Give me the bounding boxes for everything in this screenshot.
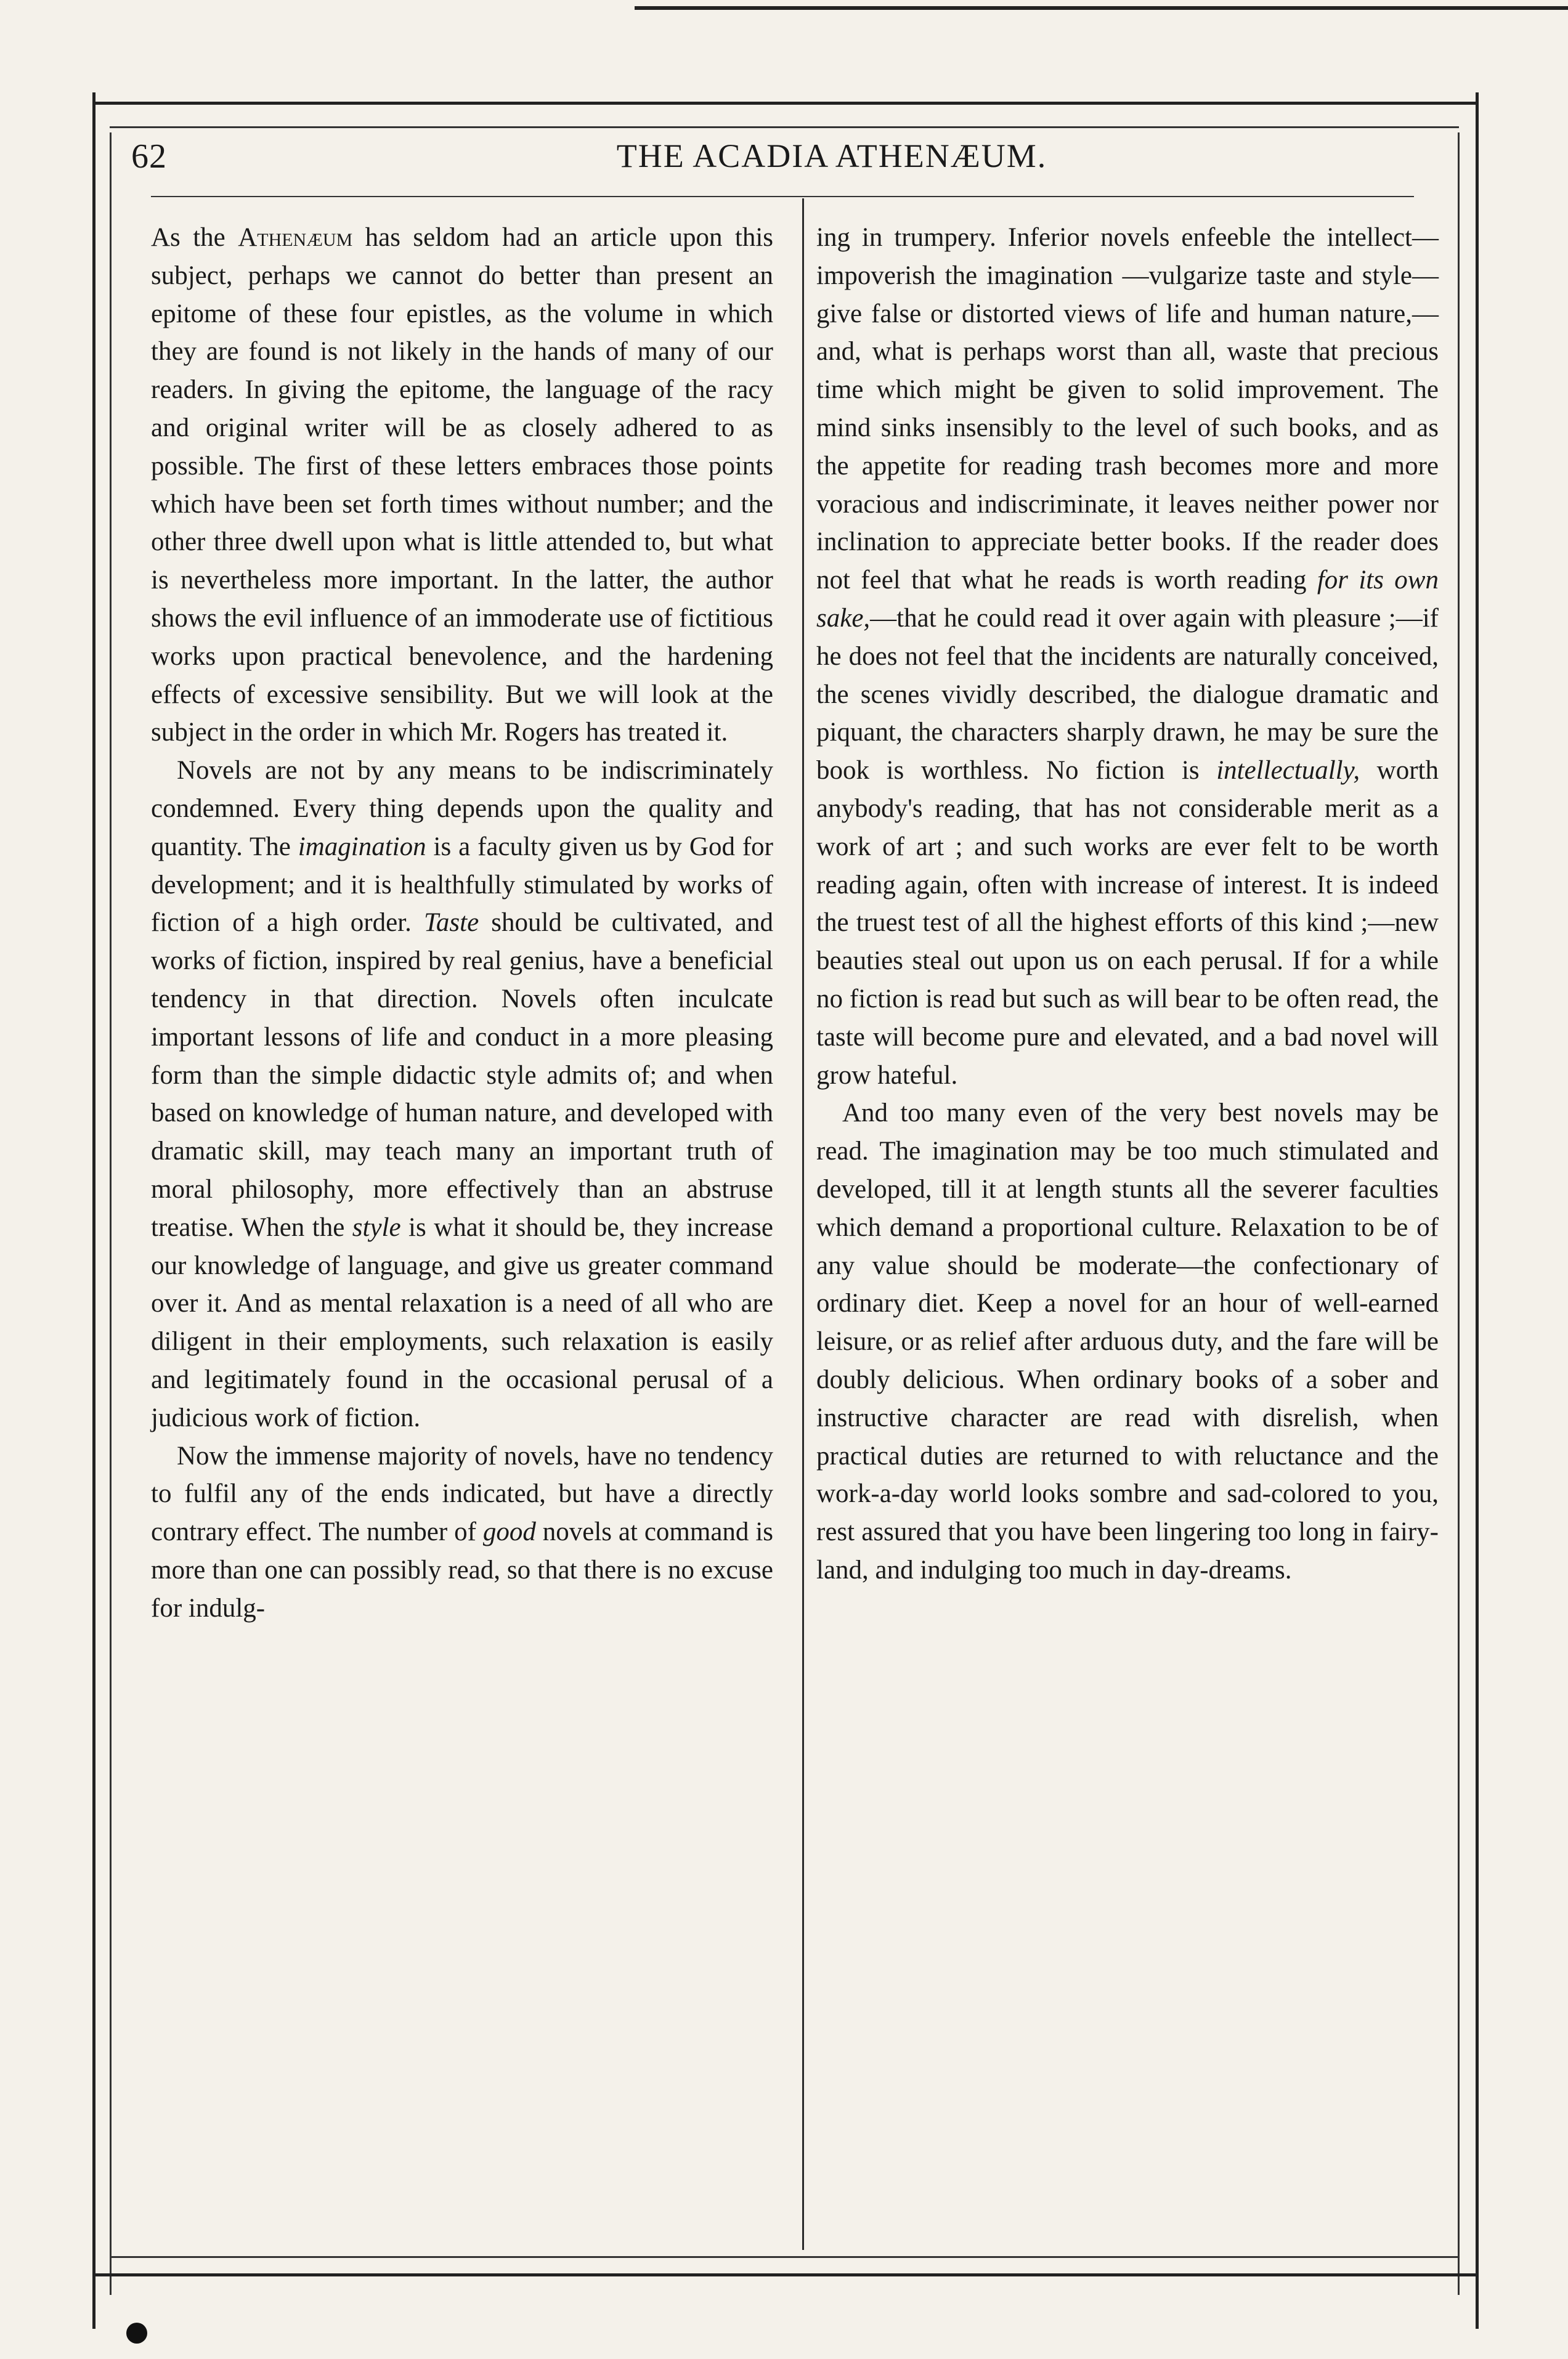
frame-bottom-inner-rule	[110, 2256, 1459, 2258]
text-run: And too many even of the very best novels may be read. The imagination may be too much stimulated and developed, till it at length stunts all the severer faculties which demand a proportional culture. Relaxation to be of any value should be moderate—the confectionary of ordinary diet. Keep a novel for an hour of well-earned leisure, or as relief after arduous duty, and the fare will be doubly delicious. When ordinary books of a sober and instructive character are read with disrelish, when practical duties are returned to with reluctance and the work-a-day world looks sombre and sad-colored to you, rest assured that you have been lingering too long in fairy-land, and indulging too much in day-dreams.	[816, 1098, 1439, 1585]
right-column	[816, 219, 1439, 1590]
text-run: worth anybody's reading, that has not considerable merit as a work of art ; and such works are ever felt to be worth reading again, often with increase of interest. It is indeed the truest test of all the highest efforts of this kind ;—new beauties steal out upon us on each perusal. If for a while no fiction is read but such as will bear to be often read, the taste will become pure and elevated, and a bad novel will grow hateful.	[816, 756, 1439, 1090]
emphasis-good: good	[482, 1517, 536, 1547]
emphasis-for-its-own-sake: for its own sake,	[816, 566, 1439, 633]
paragraph-5	[816, 1094, 1439, 1589]
paragraph-2	[151, 752, 773, 1437]
top-edge-rule	[635, 6, 1568, 10]
text-run: As the	[151, 223, 238, 252]
paragraph-1	[151, 219, 773, 752]
header-rule	[151, 196, 1414, 197]
ink-blot-mark	[126, 2323, 147, 2344]
journal-name: Athenæum	[238, 223, 353, 252]
emphasis-intellectually: intellectually,	[1216, 756, 1360, 786]
text-run: is what it should be, they increase our knowledge of language, and give us greater command over it. And as mental relaxation is a need of all who are diligent in their employments, such relaxation is easily and legitimately found in the occasional perusal of a judicious work of fiction.	[151, 1212, 773, 1432]
frame-top-inner-rule	[110, 126, 1459, 128]
emphasis-style: style	[352, 1212, 401, 1242]
column-divider	[802, 198, 804, 2250]
text-run: has seldom had an article upon this subject, perhaps we cannot do better than present an epitome of these four epistles, as the volume in which they are found is not likely in the hands of many of our readers. In giving the epitome, the language of the racy and original writer will be as closely adhered to as possible. The first of these letters embraces those points which have been set forth times without number; and the other three dwell upon what is little attended to, but what is nevertheless more important. In the latter, the author shows the evil influence of an immoderate use of fictitious works upon practical benevolence, and the hardening effects of excessive sensibility. But we will look at the subject in the order in which Mr. Rogers has treated it.	[151, 223, 773, 747]
running-title: THE ACADIA ATHENÆUM.	[616, 137, 1047, 174]
emphasis-imagination: imagination	[298, 832, 426, 861]
left-column	[151, 219, 773, 1627]
text-run: is a faculty given us by God for development; and it is healthfully stimulated by works of fiction of a high order.	[151, 832, 773, 938]
text-run: ing in trumpery. Inferior novels enfeeble the intellect—impoverish the imagination —vulgarize taste and style—give false or distorted views of life and human nature,— and, what is perhaps worst than all, waste that precious time which might be given to solid improvement. The mind sinks insensibly to the level of such books, and as the appetite for reading trash becomes more and more voracious and indiscriminate, it leaves neither power nor inclination to appreciate better books. If the reader does not feel that what he reads is worth reading	[816, 223, 1439, 595]
text-run: —that he could read it over again with pleasure ;—if he does not feel that the incidents are naturally conceived, the scenes vividly described, the dialogue dramatic and piquant, the characters sharply drawn, he may be sure the book is worthless. No fiction is	[816, 603, 1439, 786]
text-run: novels at command is more than one can possibly read, so that there is no excuse for indulg-	[151, 1517, 773, 1623]
frame-top-rule	[92, 102, 1476, 105]
page-number: 62	[131, 137, 167, 176]
text-run: Novels are not by any means to be indiscriminately condemned. Every thing depends upon the quality and quantity. The	[151, 756, 773, 861]
text-run: Now the immense majority of novels, have no tendency to fulfil any of the ends indicated, but have a directly contrary effect. The number of	[151, 1441, 773, 1547]
emphasis-taste: Taste	[423, 908, 479, 938]
paragraph-3	[151, 1437, 773, 1628]
text-run: should be cultivated, and works of fiction, inspired by real genius, have a beneficial tendency in that direction. Novels often inculcate important lessons of life and conduct in a more pleasing form than the simple didactic style admits of; and when based on knowledge of human nature, and developed with dramatic skill, may teach many an important truth of moral philosophy, more effectively than an abstruse treatise. When the	[151, 908, 773, 1242]
paragraph-4	[816, 219, 1439, 1094]
frame-bottom-rule	[92, 2273, 1476, 2276]
